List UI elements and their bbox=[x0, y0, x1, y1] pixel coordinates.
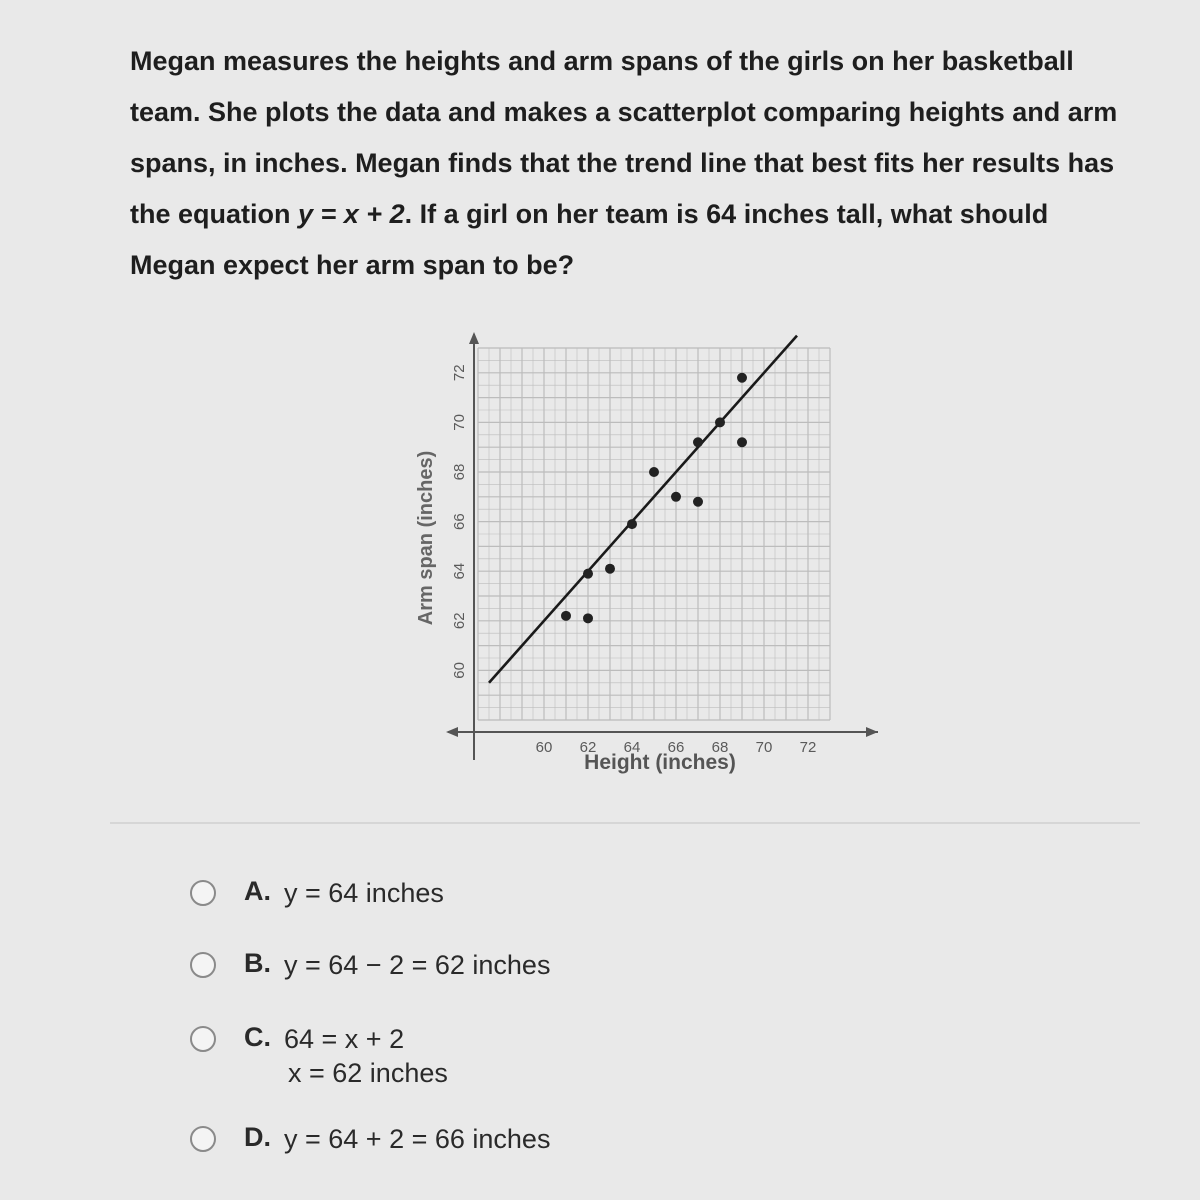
y-tick-label: 64 bbox=[451, 562, 468, 580]
question-text-segment: the equation bbox=[130, 199, 298, 229]
data-point bbox=[693, 497, 703, 507]
y-tick-labels bbox=[451, 364, 468, 678]
data-point bbox=[583, 569, 593, 579]
x-tick-label: 72 bbox=[799, 739, 817, 756]
x-axis-arrow bbox=[866, 727, 878, 737]
y-tick-label: 72 bbox=[451, 364, 468, 382]
data-point bbox=[737, 373, 747, 383]
scatterplot bbox=[400, 320, 880, 790]
x-tick-label: 68 bbox=[711, 739, 729, 756]
choice-text-line: 64 = x + 2 bbox=[284, 1024, 405, 1054]
radio-button-icon[interactable] bbox=[190, 1026, 216, 1052]
choice-text: y = 64 + 2 = 66 inches bbox=[284, 1124, 551, 1154]
question-line: Megan measures the heights and arm spans of the girls on her basketball bbox=[130, 46, 1074, 76]
choice-letter: C. bbox=[244, 1022, 271, 1052]
y-tick-label: 60 bbox=[451, 662, 468, 679]
data-point bbox=[561, 611, 571, 621]
scatterplot-svg bbox=[400, 320, 880, 790]
data-point bbox=[693, 437, 703, 447]
y-tick-label: 68 bbox=[451, 463, 468, 481]
choice-d[interactable] bbox=[190, 1122, 550, 1156]
question-text-segment: . If a girl on her team is 64 inches tall, what should bbox=[404, 199, 1049, 229]
question-line: Megan expect her arm span to be? bbox=[130, 250, 575, 280]
x-tick-label: 62 bbox=[579, 739, 597, 756]
question-line: spans, in inches. Megan finds that the trend line that best fits her results has bbox=[130, 148, 1115, 178]
y-tick-label: 70 bbox=[451, 414, 468, 431]
radio-button-icon[interactable] bbox=[190, 1126, 216, 1152]
choice-text-line: x = 62 inches bbox=[288, 1058, 448, 1088]
radio-button-icon[interactable] bbox=[190, 880, 216, 906]
data-point bbox=[737, 437, 747, 447]
x-tick-label: 60 bbox=[535, 739, 553, 756]
choice-b[interactable] bbox=[190, 948, 550, 982]
x-tick-label: 70 bbox=[755, 739, 773, 756]
radio-button-icon[interactable] bbox=[190, 952, 216, 978]
y-axis-arrow bbox=[469, 332, 479, 344]
y-tick-label: 62 bbox=[451, 612, 468, 630]
y-axis-label: Arm span (inches) bbox=[415, 450, 437, 626]
choice-text: y = 64 inches bbox=[284, 878, 444, 908]
divider bbox=[110, 822, 1140, 824]
trend-equation: y = x + 2 bbox=[298, 199, 405, 229]
choice-a[interactable] bbox=[190, 876, 444, 910]
choice-letter: A. bbox=[244, 876, 271, 906]
question-line bbox=[130, 189, 1140, 240]
data-point bbox=[605, 564, 615, 574]
data-point bbox=[583, 613, 593, 623]
choice-text: y = 64 − 2 = 62 inches bbox=[284, 950, 551, 980]
y-tick-label: 66 bbox=[451, 513, 468, 530]
choice-letter: B. bbox=[244, 948, 271, 978]
choice-letter: D. bbox=[244, 1122, 271, 1152]
data-point bbox=[671, 492, 681, 502]
choice-text bbox=[284, 1022, 448, 1090]
data-point bbox=[649, 467, 659, 477]
data-point bbox=[715, 417, 725, 427]
question-text bbox=[130, 36, 1140, 291]
question-line: team. She plots the data and makes a scatterplot comparing heights and arm bbox=[130, 97, 1118, 127]
x-axis-arrow-left bbox=[446, 727, 458, 737]
chart-grid bbox=[478, 348, 830, 720]
x-axis-label: Height (inches) bbox=[584, 751, 736, 774]
choice-c[interactable] bbox=[190, 1022, 448, 1090]
data-point bbox=[627, 519, 637, 529]
x-tick-label: 66 bbox=[667, 739, 685, 756]
x-tick-label: 64 bbox=[623, 739, 641, 756]
